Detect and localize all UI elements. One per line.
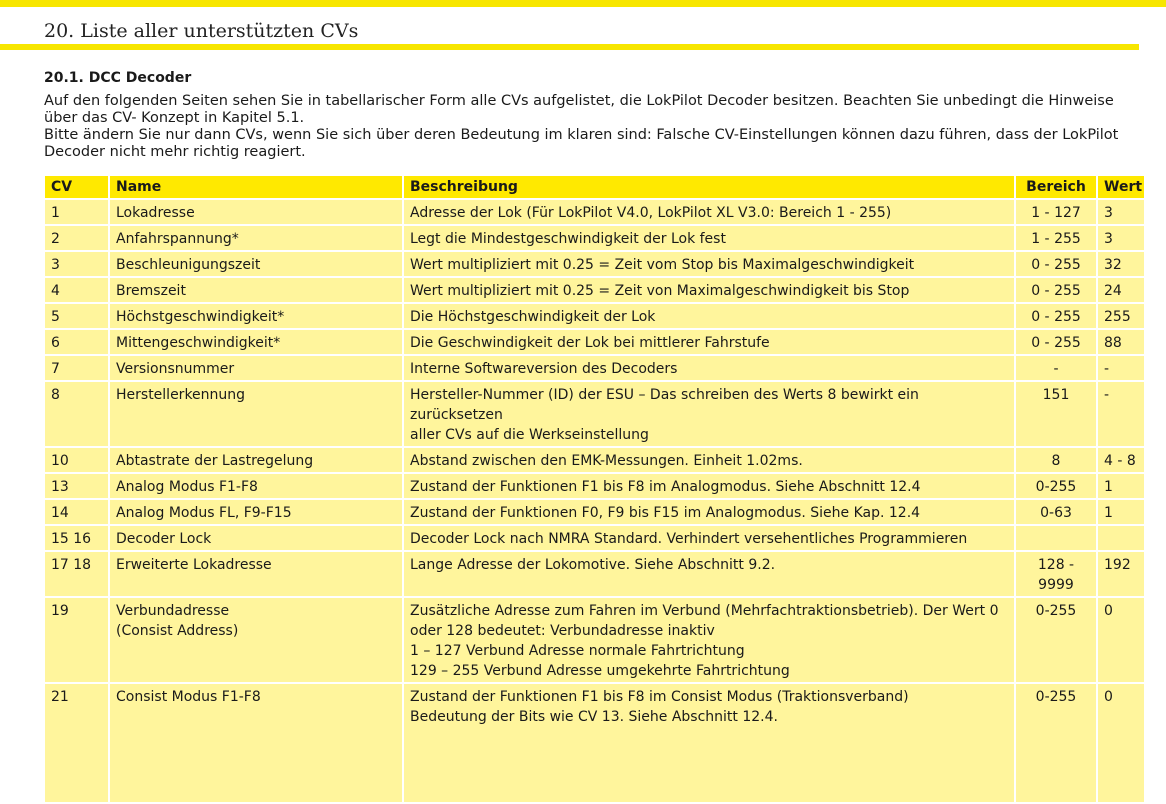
cell-range-line: 151 <box>1042 387 1070 403</box>
cell-value: 3 <box>1098 226 1144 250</box>
cell-range-line: 0-63 <box>1040 505 1072 521</box>
cell-value: 88 <box>1098 330 1144 354</box>
cell-description <box>404 200 1014 224</box>
cell-description <box>404 598 1014 682</box>
cell-range-line: 9999 <box>1038 577 1074 593</box>
cell-range <box>1016 252 1096 276</box>
cell-value <box>1098 526 1144 550</box>
cell-range <box>1016 552 1096 596</box>
table-row <box>45 304 1144 328</box>
cell-range <box>1016 598 1096 682</box>
cell-range-line: 1 - 255 <box>1031 231 1081 247</box>
cell-description <box>404 552 1014 596</box>
cell-description-line: Hersteller-Nummer (ID) der ESU – Das schreiben des Werts 8 bewirkt ein zurücksetzen <box>410 387 919 423</box>
intro-paragraph-1: Auf den folgenden Seiten sehen Sie in tabellarischer Form alle CVs aufgelistet, die LokPilot Decoder besitzen. Beachten Sie unbedingt die Hinweise über das CV- Konzept in Kapitel 5.1. <box>44 93 1114 126</box>
cell-name <box>110 330 402 354</box>
cell-value: 0 <box>1098 684 1144 802</box>
cell-name <box>110 304 402 328</box>
cell-description-line: 1 – 127 Verbund Adresse normale Fahrtrichtung <box>410 643 745 659</box>
intro-paragraph-2: Bitte ändern Sie nur dann CVs, wenn Sie sich über deren Bedeutung im klaren sind: Falsche CV-Einstellungen können dazu führen, dass der LokPilot Decoder nicht mehr richtig reagiert. <box>44 127 1119 160</box>
cell-cv: 7 <box>45 356 108 380</box>
cell-range <box>1016 356 1096 380</box>
cell-name <box>110 598 402 682</box>
cell-name-line: Abtastrate der Lastregelung <box>116 453 314 469</box>
cell-cv: 6 <box>45 330 108 354</box>
cell-value: 1 <box>1098 474 1144 498</box>
cell-cv: 21 <box>45 684 108 802</box>
cell-description-line: Zustand der Funktionen F1 bis F8 im Consist Modus (Traktionsverband) <box>410 689 909 705</box>
cell-cv: 4 <box>45 278 108 302</box>
cell-description-line: Interne Softwareversion des Decoders <box>410 361 678 377</box>
cell-value: 32 <box>1098 252 1144 276</box>
cell-description-line: Die Geschwindigkeit der Lok bei mittlerer Fahrstufe <box>410 335 770 351</box>
cell-range-line: 0-255 <box>1035 479 1077 495</box>
chapter-underline <box>0 44 1139 50</box>
cell-description <box>404 448 1014 472</box>
cell-cv: 14 <box>45 500 108 524</box>
table-row <box>45 200 1144 224</box>
header-range: Bereich <box>1016 176 1096 198</box>
cell-range <box>1016 448 1096 472</box>
cell-name <box>110 200 402 224</box>
cell-range <box>1016 526 1096 550</box>
cell-name <box>110 552 402 596</box>
table-row <box>45 226 1144 250</box>
cell-name-line: Bremszeit <box>116 283 186 299</box>
cell-range <box>1016 304 1096 328</box>
cell-range <box>1016 330 1096 354</box>
cell-value: 1 <box>1098 500 1144 524</box>
table-row <box>45 526 1144 550</box>
cell-description-line: Lange Adresse der Lokomotive. Siehe Abschnitt 9.2. <box>410 557 776 573</box>
cell-description <box>404 278 1014 302</box>
cell-description-line: Die Höchstgeschwindigkeit der Lok <box>410 309 656 325</box>
cell-name <box>110 474 402 498</box>
cell-value: 3 <box>1098 200 1144 224</box>
cell-range <box>1016 226 1096 250</box>
cell-value: - <box>1098 356 1144 380</box>
cell-name-line: Mittengeschwindigkeit* <box>116 335 281 351</box>
table-row <box>45 500 1144 524</box>
cv-table <box>43 174 1146 804</box>
cell-description <box>404 304 1014 328</box>
cell-name-line: Lokadresse <box>116 205 195 221</box>
cell-range-line: 128 - <box>1037 557 1075 573</box>
table-row <box>45 474 1144 498</box>
cell-range-line: 0-255 <box>1035 689 1077 705</box>
cell-name-line: Versionsnummer <box>116 361 235 377</box>
cell-cv: 2 <box>45 226 108 250</box>
cell-range <box>1016 684 1096 802</box>
cell-description <box>404 382 1014 446</box>
cell-description <box>404 684 1014 802</box>
cell-description-line: Adresse der Lok (Für LokPilot V4.0, LokPilot XL V3.0: Bereich 1 - 255) <box>410 205 892 221</box>
cell-range <box>1016 474 1096 498</box>
cell-name-line: Herstellerkennung <box>116 387 246 403</box>
top-accent-bar <box>0 0 1166 7</box>
cell-range-line: 0 - 255 <box>1031 335 1081 351</box>
cell-value: 0 <box>1098 598 1144 682</box>
cell-name-line: Consist Modus F1-F8 <box>116 689 261 705</box>
cell-name <box>110 448 402 472</box>
cell-name-line: Analog Modus F1-F8 <box>116 479 258 495</box>
cell-cv: 13 <box>45 474 108 498</box>
cell-description-line: Abstand zwischen den EMK-Messungen. Einheit 1.02ms. <box>410 453 803 469</box>
table-row <box>45 598 1144 682</box>
cell-description <box>404 356 1014 380</box>
cell-description-line: Wert multipliziert mit 0.25 = Zeit von Maximalgeschwindigkeit bis Stop <box>410 283 910 299</box>
cell-name-line: Höchstgeschwindigkeit* <box>116 309 285 325</box>
cell-cv: 1 <box>45 200 108 224</box>
table-row <box>45 278 1144 302</box>
cell-value: - <box>1098 382 1144 446</box>
cell-name-line: Decoder Lock <box>116 531 212 547</box>
chapter-title: 20. Liste aller unterstützten CVs <box>44 20 359 42</box>
cell-description-line: aller CVs auf die Werkseinstellung <box>410 427 649 443</box>
cell-name-line: Erweiterte Lokadresse <box>116 557 272 573</box>
cell-name-line: Analog Modus FL, F9-F15 <box>116 505 292 521</box>
cell-value: 24 <box>1098 278 1144 302</box>
table-row <box>45 330 1144 354</box>
table-row <box>45 552 1144 596</box>
cell-cv: 19 <box>45 598 108 682</box>
cell-name <box>110 500 402 524</box>
header-name: Name <box>110 176 402 198</box>
cell-cv: 8 <box>45 382 108 446</box>
cell-cv: 15 16 <box>45 526 108 550</box>
cell-name <box>110 356 402 380</box>
cell-cv: 3 <box>45 252 108 276</box>
table-row <box>45 382 1144 446</box>
cell-description-line: Wert multipliziert mit 0.25 = Zeit vom Stop bis Maximalgeschwindigkeit <box>410 257 915 273</box>
cell-range-line: 0 - 255 <box>1031 309 1081 325</box>
cell-range-line: 1 - 127 <box>1031 205 1081 221</box>
cell-description-line: 129 – 255 Verbund Adresse umgekehrte Fahrtrichtung <box>410 663 790 679</box>
cell-description <box>404 226 1014 250</box>
section-title: 20.1. DCC Decoder <box>44 70 192 86</box>
cell-description-line: Decoder Lock nach NMRA Standard. Verhindert versehentliches Programmieren <box>410 531 968 547</box>
table-row <box>45 448 1144 472</box>
cell-range <box>1016 278 1096 302</box>
cell-description <box>404 252 1014 276</box>
cell-description <box>404 500 1014 524</box>
cell-range-line: 8 <box>1051 453 1061 469</box>
cell-cv: 5 <box>45 304 108 328</box>
cell-description-line: Bedeutung der Bits wie CV 13. Siehe Abschnitt 12.4. <box>410 709 778 725</box>
cell-range <box>1016 200 1096 224</box>
cell-name <box>110 252 402 276</box>
cell-name <box>110 684 402 802</box>
cell-name <box>110 226 402 250</box>
cell-value: 4 - 8 <box>1098 448 1144 472</box>
header-description: Beschreibung <box>404 176 1014 198</box>
cell-range-line: 0 - 255 <box>1031 257 1081 273</box>
cell-description-line: Zusätzliche Adresse zum Fahren im Verbund (Mehrfachtraktionsbetrieb). Der Wert 0 <box>410 603 999 619</box>
cell-name-line: Anfahrspannung* <box>116 231 239 247</box>
cell-name-line: Verbundadresse <box>116 603 230 619</box>
cell-range-line: 0 - 255 <box>1031 283 1081 299</box>
cell-description-line: oder 128 bedeutet: Verbundadresse inaktiv <box>410 623 715 639</box>
intro-text <box>44 93 1140 161</box>
cell-name-line: (Consist Address) <box>116 623 239 639</box>
table-row <box>45 684 1144 802</box>
cell-range <box>1016 382 1096 446</box>
cell-description <box>404 474 1014 498</box>
cell-description <box>404 330 1014 354</box>
cell-range <box>1016 500 1096 524</box>
cell-name <box>110 382 402 446</box>
cell-name <box>110 526 402 550</box>
table-row <box>45 356 1144 380</box>
cell-description <box>404 526 1014 550</box>
header-value: Wert <box>1098 176 1144 198</box>
cell-value: 255 <box>1098 304 1144 328</box>
table-row <box>45 252 1144 276</box>
cell-name-line: Beschleunigungszeit <box>116 257 261 273</box>
cell-description-line: Legt die Mindestgeschwindigkeit der Lok fest <box>410 231 726 247</box>
cell-cv: 17 18 <box>45 552 108 596</box>
table-body <box>45 200 1144 802</box>
cell-description-line: Zustand der Funktionen F0, F9 bis F15 im Analogmodus. Siehe Kap. 12.4 <box>410 505 921 521</box>
cell-name <box>110 278 402 302</box>
table-header-row <box>45 176 1144 198</box>
cell-description-line: Zustand der Funktionen F1 bis F8 im Analogmodus. Siehe Abschnitt 12.4 <box>410 479 921 495</box>
header-cv: CV <box>45 176 108 198</box>
cell-range-line: 0-255 <box>1035 603 1077 619</box>
cell-range-line: - <box>1053 361 1059 377</box>
cell-cv: 10 <box>45 448 108 472</box>
cell-value: 192 <box>1098 552 1144 596</box>
